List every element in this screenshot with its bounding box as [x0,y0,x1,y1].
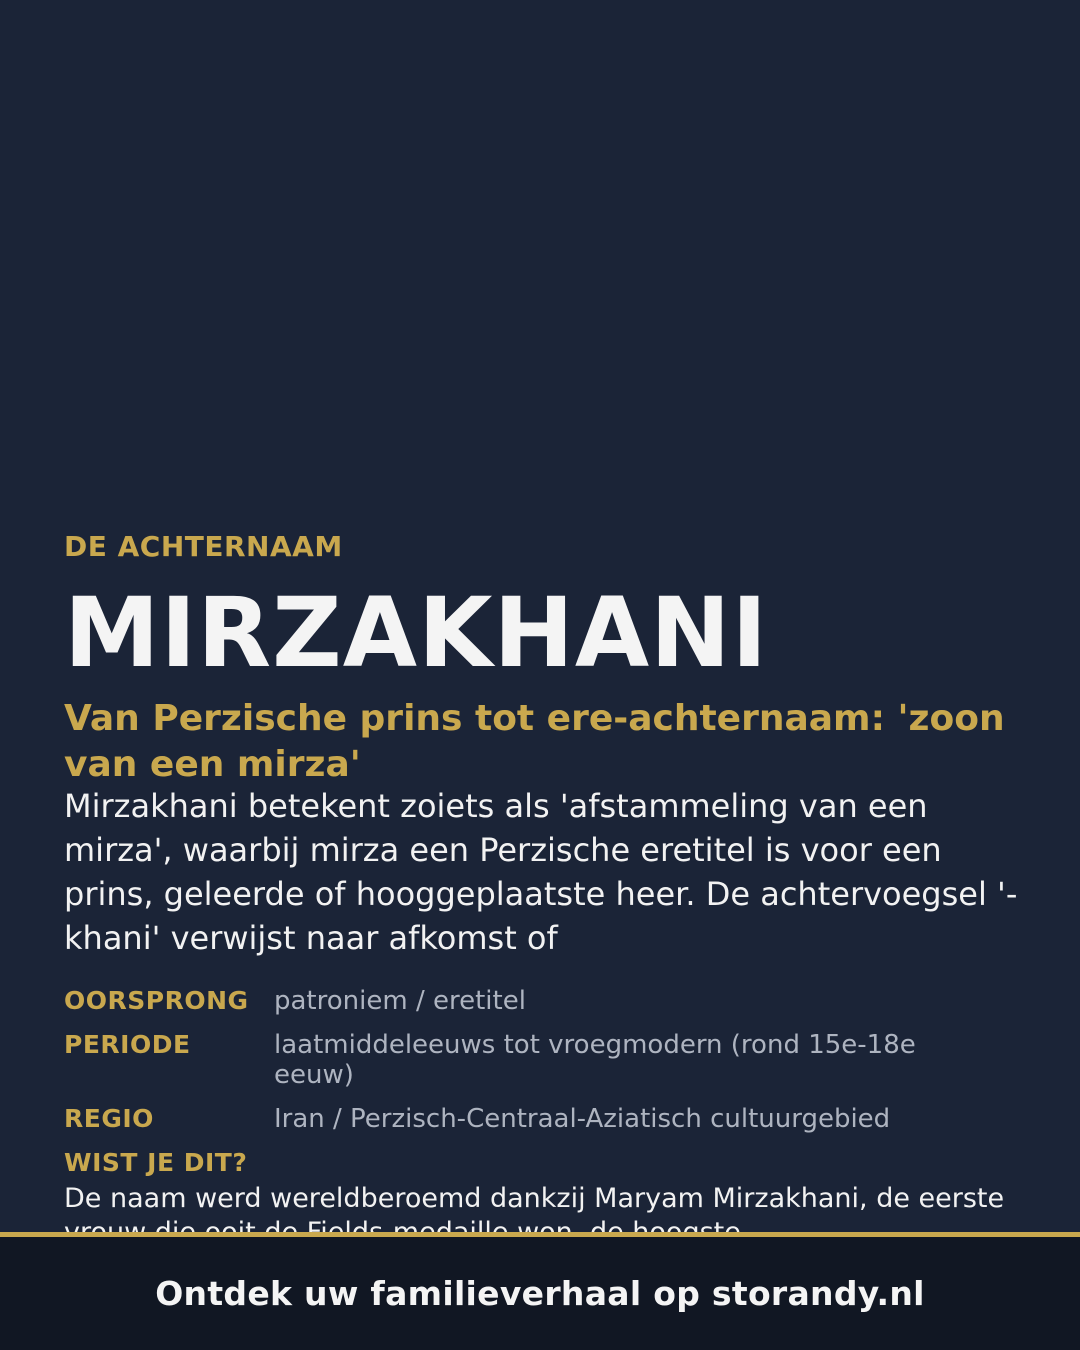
fact-label: PERIODE [64,1030,191,1059]
did-you-know-label: WIST JE DIT? [64,1148,248,1177]
fact-value: patroniem / eretitel [274,986,526,1016]
fact-label: REGIO [64,1104,154,1133]
footer-cta-text: Ontdek uw familieverhaal op storandy.nl [155,1274,925,1313]
fact-value: laatmiddeleeuws tot vroegmodern (rond 15e-18e eeuw) [274,1030,916,1090]
eyebrow-label: DE ACHTERNAAM [64,530,343,563]
surname-title: MIRZAKHANI [64,577,769,689]
fact-row-period [64,1030,1024,1090]
fact-label: OORSPRONG [64,986,249,1015]
footer-banner [0,1232,1080,1350]
subtitle: Van Perzische prins tot ere-achternaam: 'zoon van een mirza' [64,698,1005,785]
facts-list [64,986,1024,1134]
did-you-know-text: De naam werd wereldberoemd dankzij Maryam Mirzakhani, de eerste [64,1183,1005,1214]
fact-row-region [64,1104,1024,1134]
fact-row-origin [64,986,1024,1016]
fact-value: Iran / Perzisch-Centraal-Aziatisch cultuurgebied [274,1104,891,1134]
surname-card [64,530,1024,1248]
meaning-text: Mirzakhani betekent zoiets als 'afstammeling van een mirza', waarbij mirza een Perzische eretitel is voor een prins, geleerde of hooggeplaatste heer. De achtervoegsel '-khani' verwijst naar afkomst of [64,787,1018,957]
